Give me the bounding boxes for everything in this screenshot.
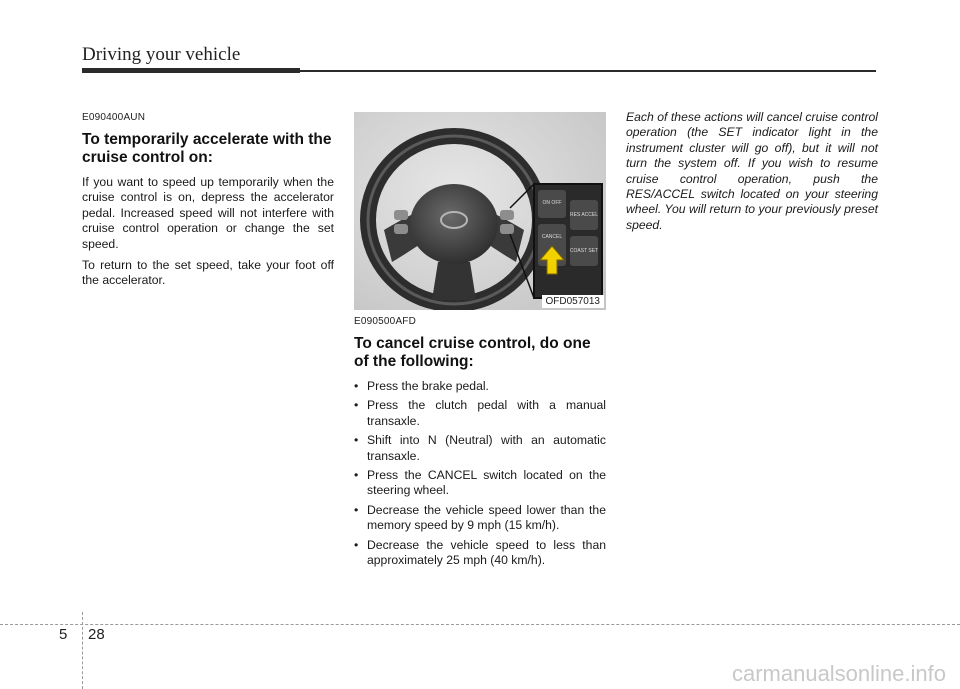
list-item: • Decrease the vehicle speed to less than approximately 25 mph (40 km/h).: [354, 537, 606, 568]
list-item: • Press the clutch pedal with a manual transaxle.: [354, 398, 606, 428]
list-item: • Shift into N (Neutral) with an automatic transaxle.: [354, 433, 606, 463]
section-heading: To temporarily accelerate with the cruise control on:: [82, 131, 332, 166]
switch-label-coast-set: COAST SET: [569, 248, 599, 254]
list-item: • Decrease the vehicle speed lower than the memory speed by 9 mph (15 km/h).: [354, 502, 606, 533]
airbag-hub: [410, 184, 498, 264]
left-column: [82, 112, 334, 295]
header-rule-thin: [300, 70, 876, 72]
paragraph: To return to the set speed, take your foot off the accelerator.: [82, 258, 334, 288]
bullet-icon: •: [354, 433, 359, 448]
switch-label-on-off: ON OFF: [542, 200, 562, 206]
middle-column: [354, 316, 606, 572]
bullet-icon: •: [354, 537, 359, 552]
footer-divider: [0, 624, 960, 625]
header-rule-thick: [82, 68, 300, 73]
watermark: carmanualsonline.info: [731, 661, 946, 686]
bullet-icon: •: [354, 468, 359, 483]
steering-wheel-figure: [354, 112, 606, 310]
list-item: • Press the brake pedal.: [354, 379, 489, 393]
switch-label-cancel: CANCEL: [541, 234, 563, 240]
bullet-icon: •: [354, 502, 359, 517]
page-header-title: Driving your vehicle: [82, 44, 241, 65]
page-number: 28: [88, 626, 105, 643]
switch-label-res-accel: RES ACCEL: [569, 212, 599, 218]
bullet-list: [354, 379, 606, 568]
section-code: E090500AFD: [354, 316, 417, 327]
list-item: • Press the CANCEL switch located on the steering wheel.: [354, 468, 606, 498]
note-paragraph: Each of these actions will cancel cruise control operation (the SET indicator light in the instrument cluster will go off), but it will not turn the system off. If you wish to resume cruise control operation, push the RES/ACCEL switch located on your steering wheel. You will return to your previously preset speed.: [626, 110, 878, 232]
footer-vertical-divider: [82, 612, 83, 689]
chapter-number: 5: [59, 626, 68, 643]
figure-caption: OFD057013: [542, 295, 604, 308]
bullet-icon: •: [354, 398, 359, 413]
paragraph: If you want to speed up temporarily when the cruise control is on, depress the accelerator pedal. Increased speed will not interfere with cruise control operation or change the set speed.: [82, 175, 334, 251]
bullet-icon: •: [354, 379, 359, 393]
section-heading: To cancel cruise control, do one of the following:: [354, 335, 591, 370]
section-code: E090400AUN: [82, 112, 146, 123]
steering-wheel-illustration: [354, 112, 606, 310]
right-column: [626, 110, 878, 233]
